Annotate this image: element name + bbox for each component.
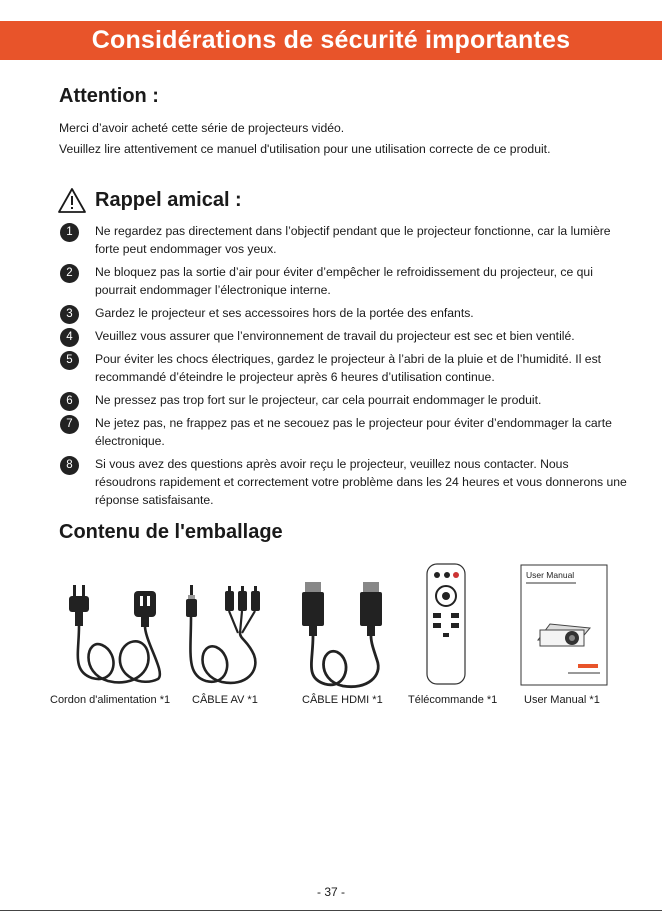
list-item bbox=[60, 414, 632, 450]
manual-cover-title: User Manual bbox=[526, 570, 575, 580]
intro-line: Merci d’avoir acheté cette série de projecteurs vidéo. bbox=[59, 121, 345, 135]
warning-triangle-icon bbox=[57, 187, 87, 214]
item-number-badge: 2 bbox=[60, 264, 79, 283]
item-text: Veuillez vous assurer que l’environnement de travail du projecteur est sec et bien ventilé. bbox=[95, 329, 575, 343]
item-number-badge: 8 bbox=[60, 456, 79, 475]
package-item-label: User Manual *1 bbox=[524, 694, 600, 706]
package-item-label: Cordon d'alimentation *1 bbox=[50, 694, 171, 706]
item-number-badge: 1 bbox=[60, 223, 79, 242]
hdmi-cable-icon bbox=[295, 580, 390, 695]
power-cord-icon bbox=[62, 583, 172, 695]
remote-control-icon bbox=[425, 563, 467, 687]
list-item bbox=[60, 350, 632, 386]
list-item bbox=[60, 391, 632, 409]
item-text: Ne regardez pas directement dans l’objectif pendant que le projecteur fonctionne, car la lumière forte peut endommager vos yeux. bbox=[95, 224, 611, 256]
item-text: Gardez le projecteur et ses accessoires hors de la portée des enfants. bbox=[95, 306, 474, 320]
safety-reminder-list bbox=[60, 222, 632, 509]
item-number-badge: 5 bbox=[60, 351, 79, 370]
attention-intro bbox=[59, 118, 619, 160]
bottom-divider bbox=[0, 910, 662, 911]
item-text: Ne bloquez pas la sortie d’air pour éviter d’empêcher le refroidissement du projecteur, ce qui pourrait endommager l’électronique interne. bbox=[95, 265, 593, 297]
attention-heading: Attention : bbox=[59, 85, 159, 107]
package-item-label: Télécommande *1 bbox=[408, 694, 498, 706]
package-item-label: CÂBLE HDMI *1 bbox=[302, 694, 383, 706]
list-item bbox=[60, 263, 632, 299]
item-text: Si vous avez des questions après avoir reçu le projecteur, veuillez nous contacter. Nous résoudrons rapidement et correctement votre problème dans les 24 heures et vous donnerons une réponse satisfaisante. bbox=[95, 457, 627, 507]
item-text: Ne pressez pas trop fort sur le projecteur, car cela pourrait endommager le produit. bbox=[95, 393, 542, 407]
package-heading: Contenu de l'emballage bbox=[59, 521, 283, 543]
user-manual-icon bbox=[520, 564, 608, 686]
av-cable-icon bbox=[180, 583, 270, 695]
list-item bbox=[60, 327, 632, 345]
page-banner-title: Considérations de sécurité importantes bbox=[0, 21, 662, 60]
rappel-heading: Rappel amical : bbox=[95, 189, 242, 211]
item-number-badge: 4 bbox=[60, 328, 79, 347]
intro-line: Veuillez lire attentivement ce manuel d'utilisation pour une utilisation correcte de ce produit. bbox=[59, 142, 551, 156]
item-text: Pour éviter les chocs électriques, gardez le projecteur à l’abri de la pluie et de l’humidité. Il est recommandé d’éteindre le projecteur après 6 heures d’utilisation continue. bbox=[95, 352, 602, 384]
rappel-heading-row bbox=[57, 187, 242, 214]
page-number: - 37 - bbox=[316, 885, 345, 899]
item-number-badge: 3 bbox=[60, 305, 79, 324]
list-item bbox=[60, 222, 632, 258]
item-number-badge: 6 bbox=[60, 392, 79, 411]
item-number-badge: 7 bbox=[60, 415, 79, 434]
package-item-label: CÂBLE AV *1 bbox=[192, 694, 258, 706]
package-contents bbox=[0, 555, 662, 715]
list-item bbox=[60, 455, 632, 509]
item-text: Ne jetez pas, ne frappez pas et ne secouez pas le projecteur pour éviter d’endommager la carte électronique. bbox=[95, 416, 612, 448]
list-item bbox=[60, 304, 632, 322]
